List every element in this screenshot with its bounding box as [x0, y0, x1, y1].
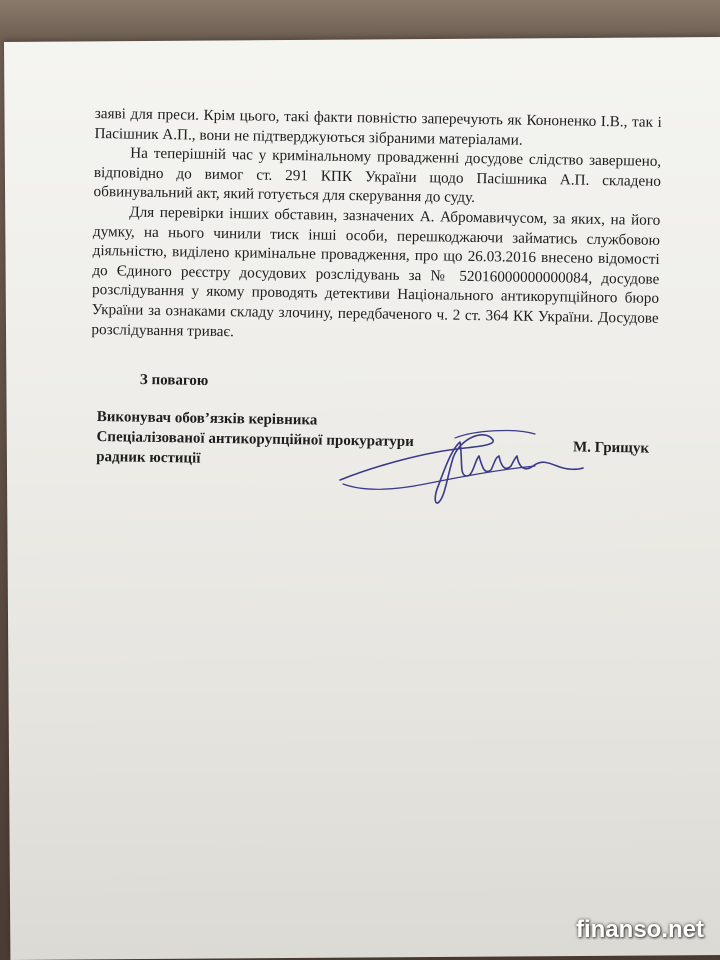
handwritten-signature: [335, 418, 585, 508]
signatory-position-line2: Спеціалізованої антикорупційної прокуратури: [96, 428, 414, 450]
closing-salutation: З повагою: [139, 372, 209, 390]
paragraph-investigation-status: На теперішній час у кримінальному провадженні досудове слідство завершено, відповідно до вимог ст. 291 КПК України щодо Пасішника А.П. складено обвинувальний акт, який готується для скерування до суду.: [93, 144, 662, 207]
signatory-position-line1: Виконувач обов’язків керівника: [96, 408, 318, 429]
paragraph-separate-proceeding: Для перевірки інших обставин, зазначених А. Абромавичусом, за яких, на його думку, на нього чинили тиск інші особи, перешкоджаючи займатись службовою діяльністю, виділено кримінальне провадження, про що 26.03.2016 внесено відомості до Єдиного реєстру досудових розслідувань за № 52016000000000084, досудове розслідування у якому проводять детективи Національного антикорупційного бюро України за ознаками складу злочину, передбаченого ч. 2 ст. 364 КК України. Досудове розслідування триває.: [91, 203, 661, 340]
site-watermark: finanso.net: [575, 916, 704, 943]
paragraph-continuation: заяві для преси. Крім цього, такі факти повністю заперечують як Кононенко І.В., так і Пасішник А.П., вони не підтверджуються зібраними матеріалами.: [94, 104, 662, 149]
signatory-name: М. Грищук: [572, 439, 650, 457]
signatory-rank: радник юстиції: [96, 448, 201, 467]
letter-body: [91, 104, 662, 348]
